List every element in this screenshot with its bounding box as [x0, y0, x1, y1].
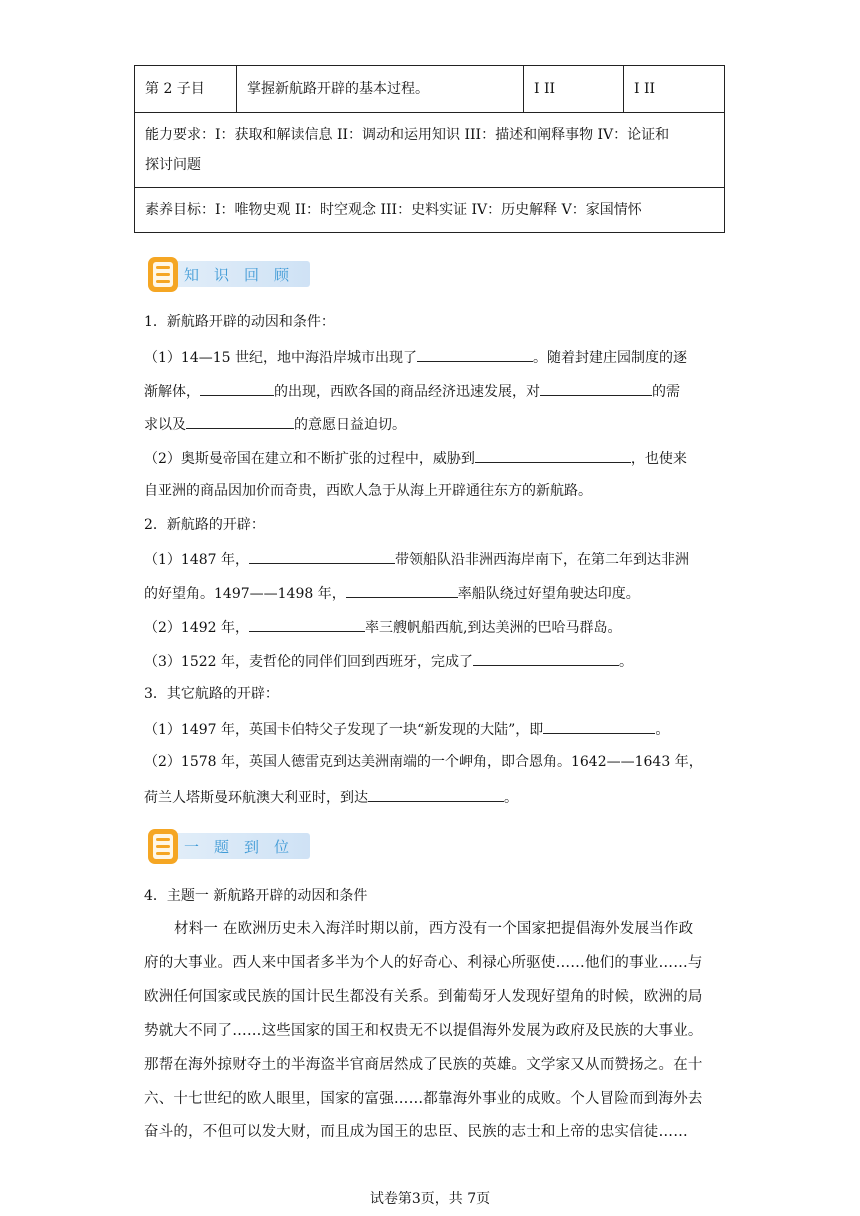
q2-p2: （2）1492 年， 率三艘帆船西航,到达美洲的巴哈马群岛。 [144, 616, 621, 638]
q2-title: 2．新航路的开辟： [144, 517, 265, 533]
q1-p1-line1: （1）14—15 世纪，地中海沿岸城市出现了 。随着封建庄园制度的逐 [144, 346, 687, 368]
document-badge-icon [146, 254, 180, 294]
row-content: 掌握新航路开辟的基本过程。 [237, 66, 524, 113]
q3-p1: （1）1497 年，英国卡伯特父子发现了一块“新发现的大陆”，即 。 [144, 718, 669, 740]
table-row [135, 113, 725, 188]
material-line: 府的大事业。西人来中国者多半为个人的好奇心、利禄心所驱使……他们的事业……与 [144, 955, 703, 971]
page-footer: 试卷第3页，共 7页 [369, 1191, 491, 1207]
row-label: 第 2 子目 [135, 66, 237, 113]
q3-p2-line2: 荷兰人塔斯曼环航澳大利亚时，到达 。 [144, 786, 518, 808]
q2-p1-line1: （1）1487 年， 带领船队沿非洲西海岸南下，在第二年到达非洲 [144, 548, 689, 570]
document-badge-icon [146, 826, 180, 866]
one-question-banner [146, 826, 310, 866]
q3-p2-line1: （2）1578 年，英国人德雷克到达美洲南端的一个岬角，即合恩角。1642——1643 年， [144, 754, 703, 770]
material-line: 欧洲任何国家或民族的国计民生都没有关系。到葡萄牙人发现好望角的时候，欧洲的局 [144, 989, 703, 1005]
knowledge-review-banner [146, 254, 310, 294]
row-level-b: I II [624, 66, 725, 113]
q1-p1-line2: 渐解体， 的出现，西欧各国的商品经济迅速发展，对 的需 [144, 380, 680, 402]
banner-title: 一题到位 [184, 838, 305, 856]
material-line: 势就大不同了……这些国家的国王和权贵无不以提倡海外发展为政府及民族的大事业。 [144, 1023, 703, 1039]
q1-p2-line2: 自亚洲的商品因加价而奇贵，西欧人急于从海上开辟通往东方的新航路。 [144, 483, 592, 499]
literacy-goals: 素养目标：I：唯物史观 II：时空观念 III：史料实证 IV：历史解释 V：家国情怀 [135, 188, 725, 233]
q1-title: 1．新航路开辟的动因和条件： [144, 314, 335, 330]
material-line: 六、十七世纪的欧人眼里，国家的富强……都靠海外事业的成败。个人冒险而到海外去 [144, 1091, 703, 1107]
banner-title: 知识回顾 [184, 266, 305, 284]
row-level-a: I II [524, 66, 624, 113]
q4-title: 4．主题一 新航路开辟的动因和条件 [144, 888, 368, 904]
table-row [135, 66, 725, 113]
material-line: 那帮在海外掠财夺土的半海盗半官商居然成了民族的英雄。文学家又从而赞扬之。在十 [144, 1057, 703, 1073]
q1-p2-line1: （2）奥斯曼帝国在建立和不断扩张的过程中，威胁到 ，也使来 [144, 447, 687, 469]
ability-requirements: 能力要求：I：获取和解读信息 II：调动和运用知识 III：描述和阐释事物 IV：论证和 探讨问题 [135, 113, 725, 188]
q2-p3: （3）1522 年，麦哲伦的同伴们回到西班牙，完成了 。 [144, 650, 633, 672]
material-line: 奋斗的，不但可以发大财，而且成为国王的忠臣、民族的志士和上帝的忠实信徒…… [144, 1124, 688, 1140]
q3-title: 3．其它航路的开辟： [144, 686, 279, 702]
material-line: 材料一 在欧洲历史未入海洋时期以前，西方没有一个国家把提倡海外发展当作政 [174, 921, 694, 937]
q1-p1-line3: 求以及 的意愿日益迫切。 [144, 413, 406, 435]
table-row [135, 188, 725, 233]
q2-p1-line2: 的好望角。1497——1498 年， 率船队绕过好望角驶达印度。 [144, 582, 640, 604]
objectives-table [134, 65, 725, 233]
